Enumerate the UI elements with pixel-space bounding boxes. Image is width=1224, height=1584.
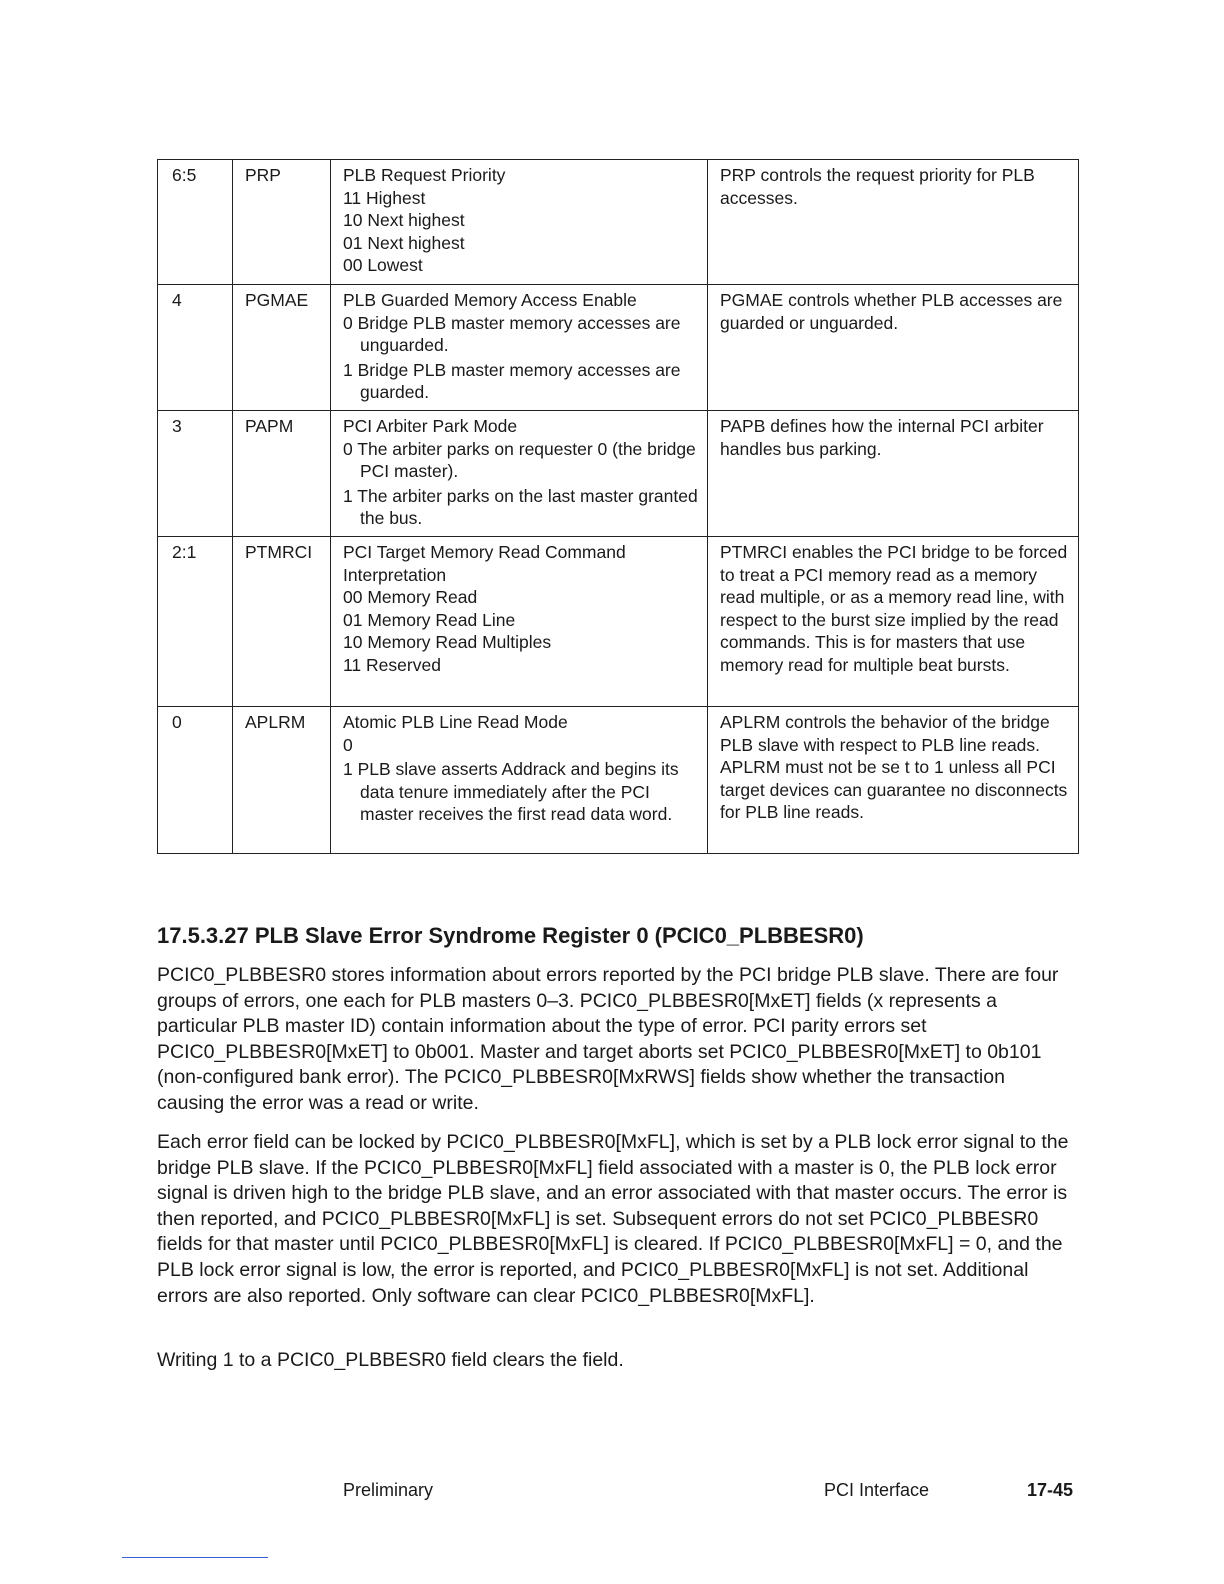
bits-cell: 0 [158, 707, 233, 854]
description-cell [331, 160, 708, 285]
footer-chapter-title: PCI Interface [824, 1480, 930, 1500]
option-line: 01 Next highest [343, 232, 465, 253]
option-line: 1 The arbiter parks on the last master granted the bus. [343, 485, 698, 528]
option-line: 0 [343, 734, 353, 755]
bits-cell: 6:5 [158, 160, 233, 285]
option-line: 1 PLB slave asserts Addrack and begins its data tenure immediately after the PCI master receives the first read data word. [343, 759, 679, 824]
field-name-cell: APLRM [233, 707, 331, 854]
bits-cell: 3 [158, 411, 233, 537]
register-field-table [157, 159, 1079, 854]
comment-cell: PTMRCI enables the PCI bridge to be forced to treat a PCI memory read as a memory read multiple, or as a memory read line, with respect to the burst size implied by the read commands. This is for masters that use memory read for multiple beat bursts. [708, 537, 1079, 707]
bits-cell: 2:1 [158, 537, 233, 707]
option-line: 01 Memory Read Line [343, 609, 516, 630]
table-row [158, 160, 1079, 285]
table-row [158, 707, 1079, 854]
body-paragraph: Writing 1 to a PCIC0_PLBBESR0 field clears the field. [157, 1349, 624, 1371]
field-name-cell: PRP [233, 160, 331, 285]
field-title: PCI Target Memory Read Command Interpretation [343, 542, 626, 585]
option-line: 11 Highest [343, 187, 426, 208]
page-number: 17-45 [1027, 1480, 1074, 1500]
description-cell [331, 707, 708, 854]
body-paragraph: PCIC0_PLBBESR0 stores information about errors reported by the PCI bridge PLB slave. There are four groups of errors, one each for PLB masters 0–3. PCIC0_PLBBESR0[MxET] fields (x represents a particular PLB master ID) contain information about the type of error. PCI parity errors set PCIC0_PLBBESR0[MxET] to 0b001. Master and target aborts set PCIC0_PLBBESR0[MxET] to 0b101 (non-configured bank error). The PCIC0_PLBBESR0[MxRWS] fields show whether the transaction causing the error was a read or write. [157, 964, 1059, 1114]
description-cell [331, 285, 708, 411]
option-line: 0 Bridge PLB master memory accesses are unguarded. [343, 312, 681, 355]
option-line: 00 Lowest [343, 255, 423, 275]
description-cell [331, 537, 708, 707]
body-paragraph: Each error field can be locked by PCIC0_PLBBESR0[MxFL], which is set by a PLB lock error signal to the bridge PLB slave. If the PCIC0_PLBBESR0[MxFL] field associated with a master is 0, the PLB lock error signal is driven high to the bridge PLB slave, and an error associated with that master occurs. The error is then reported, and PCIC0_PLBBESR0[MxFL] is set. Subsequent errors do not set PCIC0_PLBBESR0 fields for that master until PCIC0_PLBBESR0[MxFL] is cleared. If PCIC0_PLBBESR0[MxFL] = 0, and the PLB lock error signal is low, the error is reported, and PCIC0_PLBBESR0[MxFL] is not set. Additional errors are also reported. Only software can clear PCIC0_PLBBESR0[MxFL]. [157, 1131, 1069, 1307]
section-heading: 17.5.3.27 PLB Slave Error Syndrome Register 0 (PCIC0_PLBBESR0) [157, 923, 864, 948]
scan-edge-line [122, 1557, 268, 1558]
comment-cell: PRP controls the request priority for PLB accesses. [708, 160, 1079, 285]
field-name-cell: PAPM [233, 411, 331, 537]
table-row [158, 285, 1079, 411]
field-title: PCI Arbiter Park Mode [343, 416, 518, 436]
field-title: PLB Guarded Memory Access Enable [343, 290, 637, 310]
description-cell [331, 411, 708, 537]
option-line: 0 The arbiter parks on requester 0 (the bridge PCI master). [343, 438, 696, 481]
option-line: 10 Memory Read Multiples [343, 632, 552, 652]
field-name-cell: PGMAE [233, 285, 331, 411]
footer-status-label: Preliminary [343, 1480, 434, 1500]
option-line: 11 Reserved [343, 654, 441, 675]
comment-cell: PAPB defines how the internal PCI arbiter handles bus parking. [708, 411, 1079, 537]
comment-cell: APLRM controls the behavior of the bridge PLB slave with respect to PLB line reads. APLRM must not be se t to 1 unless all PCI target devices can guarantee no disconnects for PLB line reads. [708, 707, 1079, 854]
field-title: Atomic PLB Line Read Mode [343, 712, 568, 732]
table-row [158, 411, 1079, 537]
table-row [158, 537, 1079, 707]
field-name-cell: PTMRCI [233, 537, 331, 707]
option-line: 1 Bridge PLB master memory accesses are guarded. [343, 359, 681, 402]
option-line: 10 Next highest [343, 210, 465, 230]
comment-cell: PGMAE controls whether PLB accesses are guarded or unguarded. [708, 285, 1079, 411]
option-line: 00 Memory Read [343, 587, 478, 607]
bits-cell: 4 [158, 285, 233, 411]
field-title: PLB Request Priority [343, 165, 506, 185]
